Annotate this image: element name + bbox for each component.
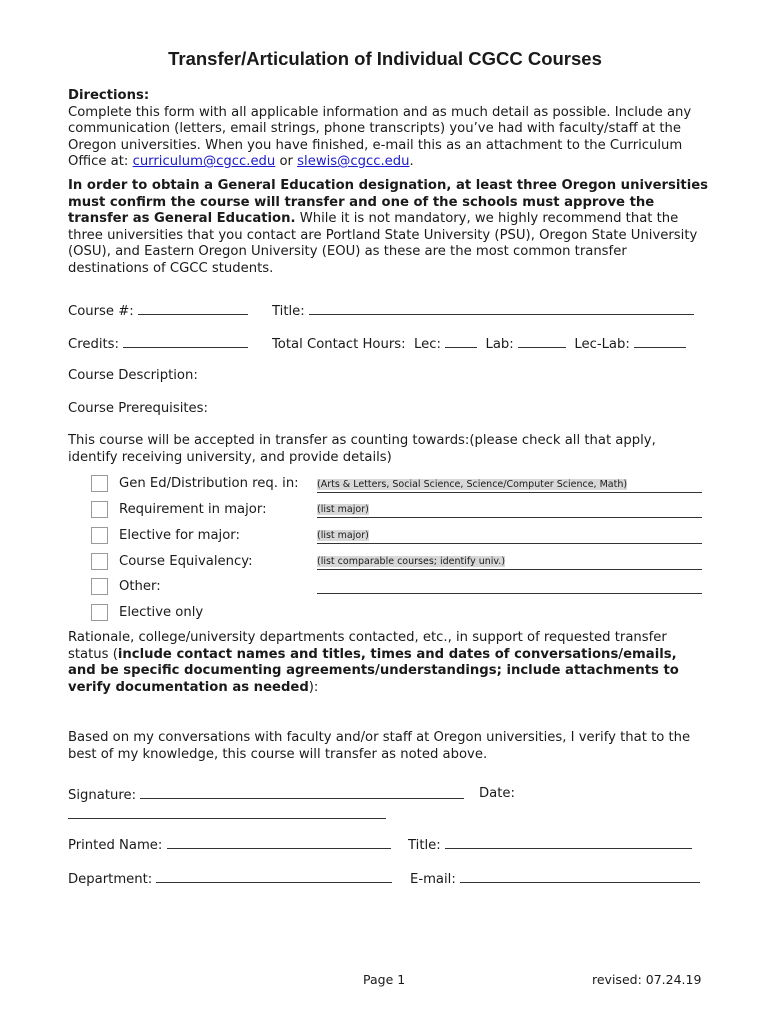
- signer-title-field[interactable]: [408, 836, 692, 853]
- course-number-field[interactable]: [68, 302, 248, 319]
- option-requirement-major-hint: (list major): [317, 504, 369, 515]
- signature-line[interactable]: [140, 786, 464, 799]
- email-line[interactable]: [460, 870, 700, 883]
- option-gen-ed-field[interactable]: [317, 478, 702, 493]
- option-gen-ed-label: Gen Ed/Distribution req. in:: [119, 476, 299, 491]
- contact-hours-field: [272, 335, 686, 352]
- course-description-label: Course Description:: [68, 368, 198, 383]
- date-line[interactable]: [68, 806, 386, 819]
- option-gen-ed-hint: (Arts & Letters, Social Science, Science/Computer Science, Math): [317, 479, 628, 490]
- page-number: Page 1: [363, 972, 406, 987]
- lec-lab-label: Lec-Lab:: [574, 337, 630, 352]
- email-field[interactable]: [410, 870, 700, 887]
- directions-body: Complete this form with all applicable information and as much detail as possible. Include any communication (letters, email strings, phone transcripts) you’ve had with faculty/staff at the Oregon universities. When you have finished, e-mail this as an attachment to the Curriculum Office at:: [68, 104, 692, 169]
- gen-ed-bold: In order to obtain a General Education designation, at least three Oregon universities must confirm the course will transfer and one of the schools must approve the transfer as General Education.: [68, 178, 709, 226]
- title-label: Title:: [272, 304, 305, 319]
- rationale-start: Rationale, college/university departments contacted, etc., in support of requested transfer status (: [68, 630, 667, 662]
- rationale-end: ):: [308, 679, 319, 695]
- verify-paragraph: Based on my conversations with faculty and/or staff at Oregon universities, I verify that to the best of my knowledge, this course will transfer as noted above.: [68, 730, 691, 762]
- credits-field[interactable]: [68, 335, 248, 352]
- directions-block: [68, 88, 708, 171]
- option-other-label: Other:: [119, 579, 161, 594]
- option-elective-major-field[interactable]: [317, 529, 702, 544]
- contact-hours-label: Total Contact Hours:: [272, 337, 406, 352]
- credits-line[interactable]: [123, 335, 248, 348]
- slewis-email-link[interactable]: slewis@cgcc.edu: [297, 154, 410, 169]
- signature-label: Signature:: [68, 788, 137, 803]
- printed-name-line[interactable]: [167, 836, 391, 849]
- course-number-label: Course #:: [68, 304, 134, 319]
- lec-line[interactable]: [445, 335, 477, 348]
- title-line[interactable]: [309, 302, 694, 315]
- lec-label: Lec:: [413, 337, 441, 352]
- directions-period: .: [409, 154, 414, 169]
- option-course-equivalency-field[interactable]: [317, 555, 702, 570]
- department-field[interactable]: [68, 870, 392, 887]
- gen-ed-paragraph: [68, 178, 708, 277]
- course-number-line[interactable]: [138, 302, 248, 315]
- accepted-intro: This course will be accepted in transfer as counting towards:(please check all that apply, identify receiving university, and provide details): [68, 433, 656, 465]
- revised-date: revised: 07.24.19: [592, 972, 702, 987]
- lab-label: Lab:: [485, 337, 514, 352]
- directions-heading: Directions:: [68, 88, 150, 103]
- directions-text: [68, 105, 708, 171]
- date-label: Date:: [479, 786, 515, 801]
- rationale-bold: include contact names and titles, times and dates of conversations/emails, and be specific documenting agreements/understandings; include attachments to verify documentation as needed: [68, 646, 679, 695]
- department-label: Department:: [68, 872, 153, 887]
- page-title: Transfer/Articulation of Individual CGCC Courses: [168, 48, 602, 69]
- option-elective-major-hint: (list major): [317, 530, 369, 541]
- option-course-equivalency-label: Course Equivalency:: [119, 554, 253, 569]
- option-requirement-major-label: Requirement in major:: [119, 502, 267, 517]
- signer-title-line[interactable]: [445, 836, 692, 849]
- printed-name-field[interactable]: [68, 836, 391, 853]
- checkbox-course-equivalency[interactable]: [91, 553, 108, 570]
- signature-field[interactable]: [68, 786, 464, 803]
- option-requirement-major-field[interactable]: [317, 503, 702, 518]
- printed-name-label: Printed Name:: [68, 838, 163, 853]
- directions-or: or: [275, 154, 298, 169]
- email-label: E-mail:: [410, 872, 456, 887]
- checkbox-gen-ed[interactable]: [91, 475, 108, 492]
- course-prerequisites-label: Course Prerequisites:: [68, 401, 208, 416]
- option-other-field[interactable]: [317, 579, 702, 594]
- lec-lab-line[interactable]: [634, 335, 686, 348]
- title-field[interactable]: [272, 302, 694, 319]
- checkbox-elective-only[interactable]: [91, 604, 108, 621]
- option-elective-only-label: Elective only: [119, 605, 204, 620]
- gen-ed-normal: While it is not mandatory, we highly recommend that the three universities that you contact are Portland State University (PSU), Oregon State University (OSU), and Eastern Oregon University (EOU) as these are the most common transfer destinations of CGCC students.: [68, 211, 698, 276]
- option-elective-major-label: Elective for major:: [119, 528, 240, 543]
- lab-line[interactable]: [518, 335, 566, 348]
- department-line[interactable]: [156, 870, 392, 883]
- checkbox-requirement-major[interactable]: [91, 501, 108, 518]
- signer-title-label: Title:: [408, 838, 441, 853]
- checkbox-other[interactable]: [91, 578, 108, 595]
- option-course-equivalency-hint: (list comparable courses; identify univ.): [317, 556, 506, 567]
- credits-label: Credits:: [68, 337, 119, 352]
- rationale-paragraph: [68, 630, 708, 696]
- curriculum-email-link[interactable]: curriculum@cgcc.edu: [132, 154, 276, 169]
- checkbox-elective-major[interactable]: [91, 527, 108, 544]
